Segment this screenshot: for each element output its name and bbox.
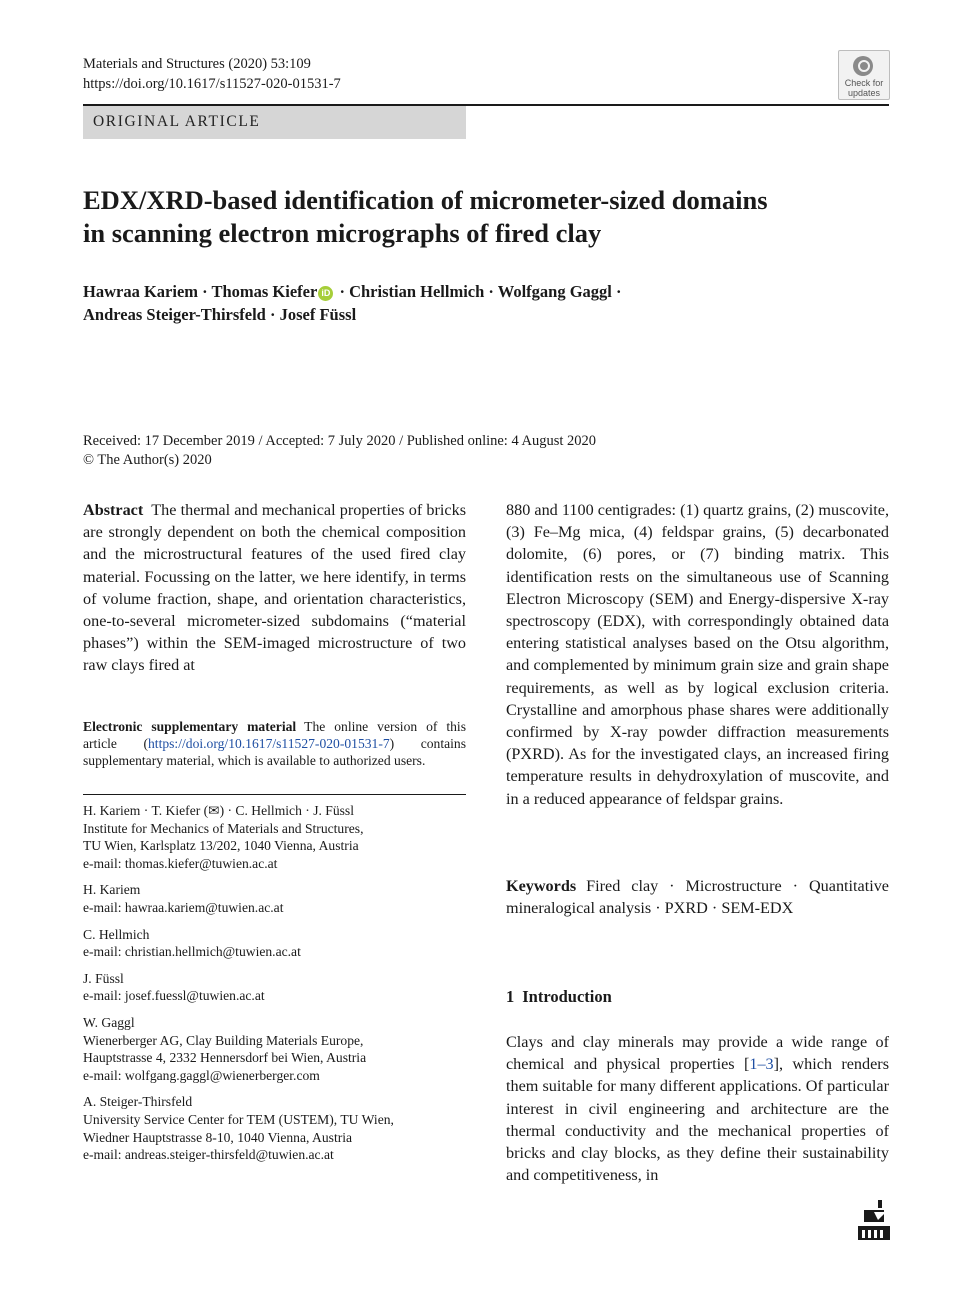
affiliation-line: Wiedner Hauptstrasse 8-10, 1040 Vienna, Austria bbox=[83, 1129, 353, 1145]
badge-label-2: updates bbox=[847, 88, 881, 98]
affiliation-block bbox=[83, 970, 483, 1005]
affiliation-names: H. Kariem · T. Kiefer (✉) · C. Hellmich · J. Füssl bbox=[83, 803, 354, 818]
intro-text-b: ], which renders them suitable for many different applications. Of particular interest in civil engineering and architecture are the thermal conductivity and the mechanical properties of bricks and clay blocks, as they define their sustainability and competitiveness, in bbox=[506, 1055, 889, 1185]
keywords-list: Fired clay · Microstructure · Quantitative mineralogical analysis · PXRD · SEM-EDX bbox=[506, 877, 889, 918]
supplementary-text-a: The online version of this article ( bbox=[83, 719, 466, 751]
section-heading-introduction bbox=[506, 987, 612, 1007]
article-type: ORIGINAL ARTICLE bbox=[93, 113, 261, 130]
email-link[interactable]: e-mail: thomas.kiefer@tuwien.ac.at bbox=[83, 855, 278, 871]
affiliation-names: J. Füssl bbox=[83, 970, 124, 986]
abstract-heading: Abstract bbox=[83, 501, 144, 519]
abstract-left-column bbox=[83, 499, 466, 677]
badge-label-1: Check for bbox=[844, 78, 884, 88]
article-type-banner bbox=[83, 106, 466, 139]
supplementary-link[interactable]: https://doi.org/10.1617/s11527-020-01531-7 bbox=[148, 735, 390, 751]
affiliation-line: University Service Center for TEM (USTEM), TU Wien, bbox=[83, 1111, 394, 1127]
affiliation-line: Wienerberger AG, Clay Building Materials Europe, bbox=[83, 1032, 364, 1048]
abstract-text-left bbox=[83, 499, 466, 677]
publication-dates bbox=[83, 432, 596, 469]
citation-link[interactable]: 1–3 bbox=[749, 1055, 774, 1074]
affiliation-line: TU Wien, Karlsplatz 13/202, 1040 Vienna, Austria bbox=[83, 838, 359, 854]
abstract-body-right: 880 and 1100 centigrades: (1) quartz grains, (2) muscovite, (3) Fe–Mg mica, (4) feldspar grains, (5) decarbonated dolomite, (6) pores, or (7) binding matrix. This identification rests on the simultaneous use of Scanning Electron Microscopy (SEM) and Energy-dispersive X-ray spectroscopy (EDX), with correspondingly obtained data entering statistical analyses based on the Otsu algorithm, and complemented by minimum grain size and grain shape requirements, as well as by logical exclusion criteria. Crystalline and amorphous phase shares were additionally confirmed by X-ray powder diffraction measurements (PXRD). As for the investigated clays, an increased firing temperature results in dehydroxylation of muscovite, and in a reduced appearance of feldspar grains. bbox=[506, 501, 889, 808]
title-line-1: EDX/XRD-based identification of micrometer-sized domains bbox=[83, 185, 768, 215]
email-link[interactable]: e-mail: andreas.steiger-thirsfeld@tuwien.ac.at bbox=[83, 1147, 334, 1163]
affiliation-block bbox=[83, 881, 483, 916]
orcid-icon[interactable]: iD bbox=[318, 286, 333, 301]
crossmark-icon bbox=[853, 56, 873, 76]
affiliation-line: Institute for Mechanics of Materials and Structures, bbox=[83, 820, 364, 836]
keywords bbox=[506, 875, 889, 919]
introduction-paragraph bbox=[506, 1031, 889, 1186]
supplementary-text-b: ) contains supplementary material, which is available to authorized users. bbox=[83, 735, 467, 768]
affiliation-block bbox=[83, 1093, 483, 1163]
email-link[interactable]: e-mail: christian.hellmich@tuwien.ac.at bbox=[83, 944, 301, 960]
keywords-heading: Keywords bbox=[506, 877, 577, 895]
affiliation-names: H. Kariem bbox=[83, 882, 141, 898]
authors-line-1b: · Christian Hellmich · Wolfgang Gaggl · bbox=[335, 282, 622, 301]
affiliation-block bbox=[83, 802, 483, 872]
email-link[interactable]: e-mail: josef.fuessl@tuwien.ac.at bbox=[83, 988, 265, 1004]
title-line-2: in scanning electron micrographs of fired clay bbox=[83, 218, 602, 248]
section-title: Introduction bbox=[522, 987, 612, 1006]
article-title bbox=[83, 184, 883, 250]
affiliation-line: Hauptstrasse 4, 2332 Hennersdorf bei Wien, Austria bbox=[83, 1050, 367, 1066]
affiliation-block bbox=[83, 1014, 483, 1084]
dates-line: Received: 17 December 2019 / Accepted: 7 July 2020 / Published online: 4 August 2020 bbox=[83, 433, 597, 449]
introduction-body bbox=[506, 1031, 889, 1186]
affiliation-names: C. Hellmich bbox=[83, 926, 150, 942]
copyright-line: © The Author(s) 2020 bbox=[83, 451, 212, 468]
intro-text-a: Clays and clay minerals may provide a wide range of chemical and physical properties [ bbox=[506, 1033, 889, 1074]
abstract-body-left: The thermal and mechanical properties of bricks are strongly dependent on both the chemical composition and the microstructural features of the used fired clay material. Focussing on the latter, we here identify, in terms of volume fraction, shape, and orientation characteristics, one-to-several micrometer-sized subdomains (“material phases”) within the SEM-imaged microstructure of two raw clays fired at bbox=[83, 501, 466, 675]
journal-info bbox=[83, 54, 341, 94]
affiliation-rule bbox=[83, 794, 466, 795]
publisher-logo-icon bbox=[856, 1200, 890, 1242]
affiliation-names: A. Steiger-Thirsfeld bbox=[83, 1094, 193, 1110]
email-link[interactable]: e-mail: wolfgang.gaggl@wienerberger.com bbox=[83, 1067, 320, 1083]
supplementary-note bbox=[83, 719, 466, 769]
section-number: 1 bbox=[506, 987, 515, 1006]
abstract-right-column bbox=[506, 499, 889, 810]
affiliations bbox=[83, 802, 483, 1173]
doi-link[interactable]: https://doi.org/10.1617/s11527-020-01531-7 bbox=[83, 76, 341, 92]
affiliation-names: W. Gaggl bbox=[83, 1014, 135, 1030]
email-link[interactable]: e-mail: hawraa.kariem@tuwien.ac.at bbox=[83, 899, 284, 915]
check-for-updates-badge[interactable] bbox=[838, 50, 890, 100]
authors-line-2: Andreas Steiger-Thirsfeld · Josef Füssl bbox=[83, 305, 357, 324]
supplementary-heading: Electronic supplementary material bbox=[83, 719, 297, 734]
authors-line-1a: Hawraa Kariem · Thomas Kiefer bbox=[83, 282, 318, 301]
affiliation-block bbox=[83, 926, 483, 961]
author-list bbox=[83, 280, 883, 326]
journal-citation: Materials and Structures (2020) 53:109 bbox=[83, 56, 311, 72]
